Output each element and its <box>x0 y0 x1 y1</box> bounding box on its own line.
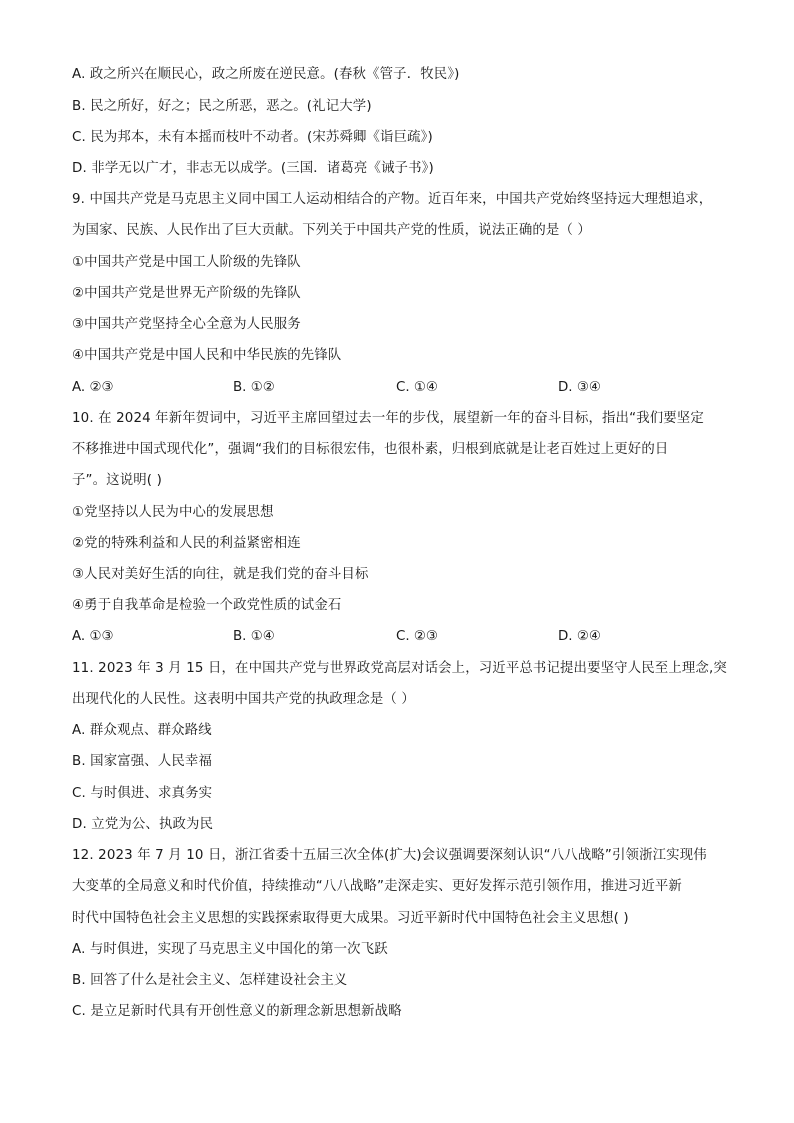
q10-item-2: ②党的特殊利益和人民的利益紧密相连 <box>72 536 301 551</box>
q11-option-d: D. 立党为公、执政为民 <box>72 817 214 832</box>
q8-option-b: B. 民之所好，好之；民之所恶，恶之。(礼记大学) <box>72 99 372 114</box>
q9-item-4: ④中国共产党是中国人民和中华民族的先锋队 <box>72 348 342 363</box>
q9-choice-c: C. ①④ <box>396 380 438 395</box>
q9-stem-line1: 9. 中国共产党是马克思主义同中国工人运动相结合的产物。近百年来，中国共产党始终坚持远大理想追求， <box>72 192 713 207</box>
q11-stem-line2: 出现代化的人民性。这表明中国共产党的执政理念是（ ） <box>72 692 415 707</box>
q9-choice-d: D. ③④ <box>558 380 601 395</box>
q10-stem-line3: 子”。这说明( ) <box>72 473 162 488</box>
q12-option-a: A. 与时俱进，实现了马克思主义中国化的第一次飞跃 <box>72 942 388 957</box>
q10-choice-d: D. ②④ <box>558 629 601 644</box>
q9-choice-a: A. ②③ <box>72 380 114 395</box>
q10-choice-c: C. ②③ <box>396 629 438 644</box>
q10-stem-line2: 不移推进中国式现代化”，强调“我们的目标很宏伟，也很朴素，归根到底就是让老百姓过上更好的日 <box>72 442 669 457</box>
q12-stem-line2: 大变革的全局意义和时代价值，持续推动“八八战略”走深走实、更好发挥示范引领作用，推进习近平新 <box>72 879 682 894</box>
q9-stem-line2: 为国家、民族、人民作出了巨大贡献。下列关于中国共产党的性质，说法正确的是（ ） <box>72 223 591 238</box>
q10-stem-line1: 10. 在 2024 年新年贺词中，习近平主席回望过去一年的步伐，展望新一年的奋斗目标，指出“我们要坚定 <box>72 411 704 426</box>
q10-choice-b: B. ①④ <box>233 629 275 644</box>
q10-item-3: ③人民对美好生活的向往，就是我们党的奋斗目标 <box>72 567 369 582</box>
q11-option-b: B. 国家富强、人民幸福 <box>72 754 213 769</box>
q9-item-3: ③中国共产党坚持全心全意为人民服务 <box>72 317 301 332</box>
q12-option-c: C. 是立足新时代具有开创性意义的新理念新思想新战略 <box>72 1004 402 1019</box>
q10-choice-a: A. ①③ <box>72 629 114 644</box>
q12-option-b: B. 回答了什么是社会主义、怎样建设社会主义 <box>72 973 348 988</box>
q8-option-c: C. 民为邦本，未有本摇而枝叶不动者。(宋苏舜卿《诣巨疏》) <box>72 130 433 145</box>
q10-item-1: ①党坚持以人民为中心的发展思想 <box>72 505 274 520</box>
q11-option-a: A. 群众观点、群众路线 <box>72 723 212 738</box>
q11-option-c: C. 与时俱进、求真务实 <box>72 786 213 801</box>
q9-item-2: ②中国共产党是世界无产阶级的先锋队 <box>72 286 301 301</box>
q8-option-d: D. 非学无以广才，非志无以成学。(三国．诸葛亮《诫子书》) <box>72 161 434 176</box>
q10-item-4: ④勇于自我革命是检验一个政党性质的试金石 <box>72 598 342 613</box>
q9-choice-b: B. ①② <box>233 380 275 395</box>
q11-stem-line1: 11. 2023 年 3 月 15 日，在中国共产党与世界政党高层对话会上，习近平总书记提出要坚守人民至上理念,突 <box>72 661 727 676</box>
q9-item-1: ①中国共产党是中国工人阶级的先锋队 <box>72 255 301 270</box>
q12-stem-line1: 12. 2023 年 7 月 10 日，浙江省委十五届三次全体(扩大)会议强调要深刻认识“八八战略”引领浙江实现伟 <box>72 848 707 863</box>
q12-stem-line3: 时代中国特色社会主义思想的实践探索取得更大成果。习近平新时代中国特色社会主义思想( ) <box>72 911 629 926</box>
q8-option-a: A. 政之所兴在顺民心，政之所废在逆民意。(春秋《管子．牧民》) <box>72 67 460 82</box>
